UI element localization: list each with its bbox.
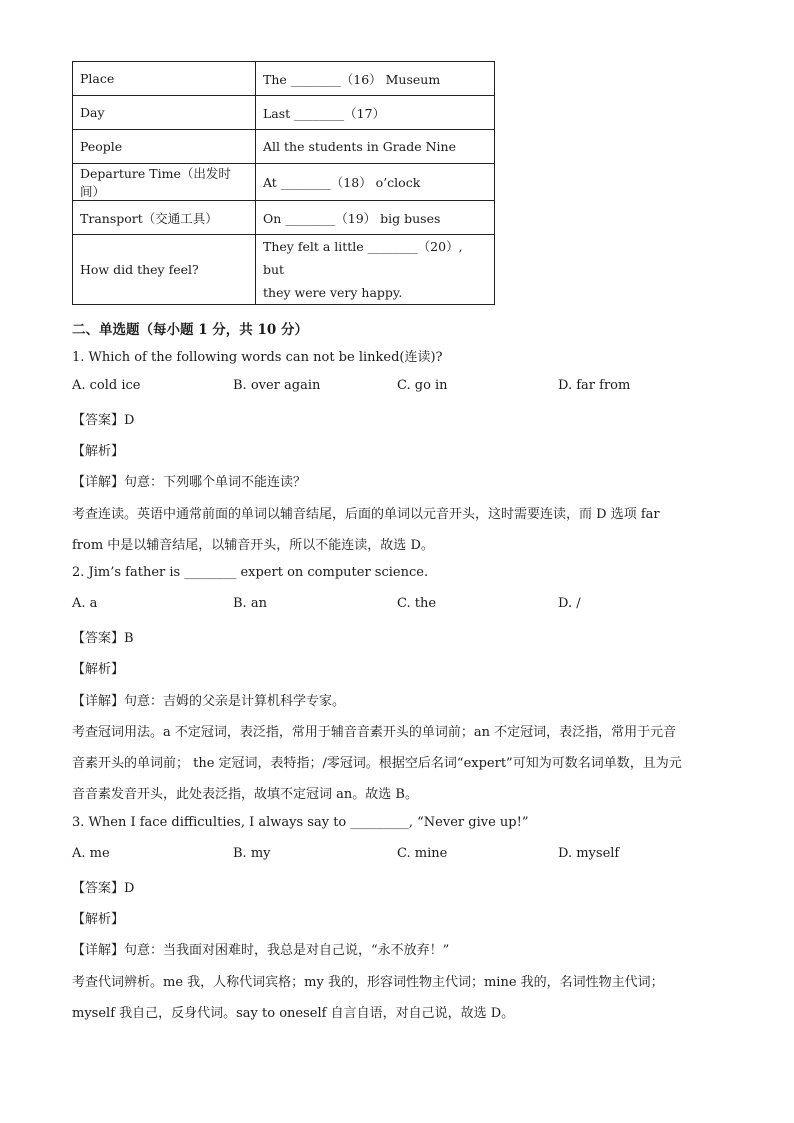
q1-stem: 1. Which of the following words can not be linked(连读)? bbox=[72, 350, 443, 365]
table-key: Place bbox=[73, 62, 256, 96]
table-value: Last ________（17） bbox=[256, 96, 495, 130]
table-value bbox=[256, 235, 495, 305]
table-key: Transport（交通工具） bbox=[73, 201, 256, 235]
table-row bbox=[73, 62, 495, 96]
q2-option-d: D. / bbox=[558, 596, 581, 611]
q3-analysis: 【解析】 bbox=[72, 912, 125, 927]
q1-detail: 【详解】句意：下列哪个单词不能连读？ bbox=[72, 475, 307, 490]
table-value: All the students in Grade Nine bbox=[256, 130, 495, 164]
q1-option-d: D. far from bbox=[558, 378, 631, 393]
table-row bbox=[73, 235, 495, 305]
q2-explanation-line: 考查冠词用法。a 不定冠词，表泛指，常用于辅音音素开头的单词前；an 不定冠词，表泛指，常用于元音 bbox=[72, 725, 677, 740]
table-value: At ________（18） o’clock bbox=[256, 164, 495, 201]
table-key: Departure Time（出发时间） bbox=[73, 164, 256, 201]
table-value: The ________（16） Museum bbox=[256, 62, 495, 96]
q2-answer: 【答案】B bbox=[72, 631, 134, 646]
table-row bbox=[73, 96, 495, 130]
q3-explanation-line: myself 我自己，反身代词。say to oneself 自言自语，对自己说，故选 D。 bbox=[72, 1006, 515, 1021]
q3-option-b: B. my bbox=[233, 846, 271, 861]
q2-option-c: C. the bbox=[397, 596, 437, 611]
q1-explanation-line: from 中是以辅音结尾，以辅音开头，所以不能连读，故选 D。 bbox=[72, 538, 434, 553]
q2-explanation-line: 音素开头的单词前； the 定冠词，表特指；/零冠词。根据空后名词“expert”可知为可数名词单数，且为元 bbox=[72, 756, 682, 771]
q3-option-a: A. me bbox=[72, 846, 110, 861]
q3-explanation-line: 考查代词辨析。me 我，人称代词宾格；my 我的，形容词性物主代词；mine 我的，名词性物主代词； bbox=[72, 975, 664, 990]
section-title: 二、单选题（每小题 1 分，共 10 分） bbox=[72, 322, 308, 338]
q3-option-d: D. myself bbox=[558, 846, 620, 861]
q2-detail: 【详解】句意：吉姆的父亲是计算机科学专家。 bbox=[72, 694, 346, 709]
q1-option-c: C. go in bbox=[397, 378, 448, 393]
table-value-line: they were very happy. bbox=[263, 285, 403, 300]
q3-detail: 【详解】句意：当我面对困难时，我总是对自己说，“永不放弃！” bbox=[72, 943, 450, 958]
q3-stem: 3. When I face difficulties, I always say to _________, “Never give up!” bbox=[72, 815, 529, 830]
q1-option-b: B. over again bbox=[233, 378, 321, 393]
q3-option-c: C. mine bbox=[397, 846, 448, 861]
table-value-line: They felt a little ________（20）, but bbox=[263, 239, 463, 277]
q1-analysis: 【解析】 bbox=[72, 444, 125, 459]
q3-answer: 【答案】D bbox=[72, 881, 135, 896]
q2-option-b: B. an bbox=[233, 596, 267, 611]
table-key: How did they feel? bbox=[73, 235, 256, 305]
q1-answer: 【答案】D bbox=[72, 413, 135, 428]
q2-analysis: 【解析】 bbox=[72, 662, 125, 677]
q1-option-a: A. cold ice bbox=[72, 378, 141, 393]
table-row bbox=[73, 130, 495, 164]
q1-explanation-line: 考查连读。英语中通常前面的单词以辅音结尾，后面的单词以元音开头，这时需要连读，而 D 选项 far bbox=[72, 507, 660, 522]
table-row bbox=[73, 201, 495, 235]
q2-option-a: A. a bbox=[72, 596, 98, 611]
table-value: On ________（19） big buses bbox=[256, 201, 495, 235]
q2-stem: 2. Jim’s father is ________ expert on computer science. bbox=[72, 565, 429, 580]
info-table bbox=[72, 61, 495, 305]
q2-explanation-line: 音音素发音开头，此处表泛指，故填不定冠词 an。故选 B。 bbox=[72, 787, 418, 802]
table-row bbox=[73, 164, 495, 201]
table-key: Day bbox=[73, 96, 256, 130]
table-key: People bbox=[73, 130, 256, 164]
